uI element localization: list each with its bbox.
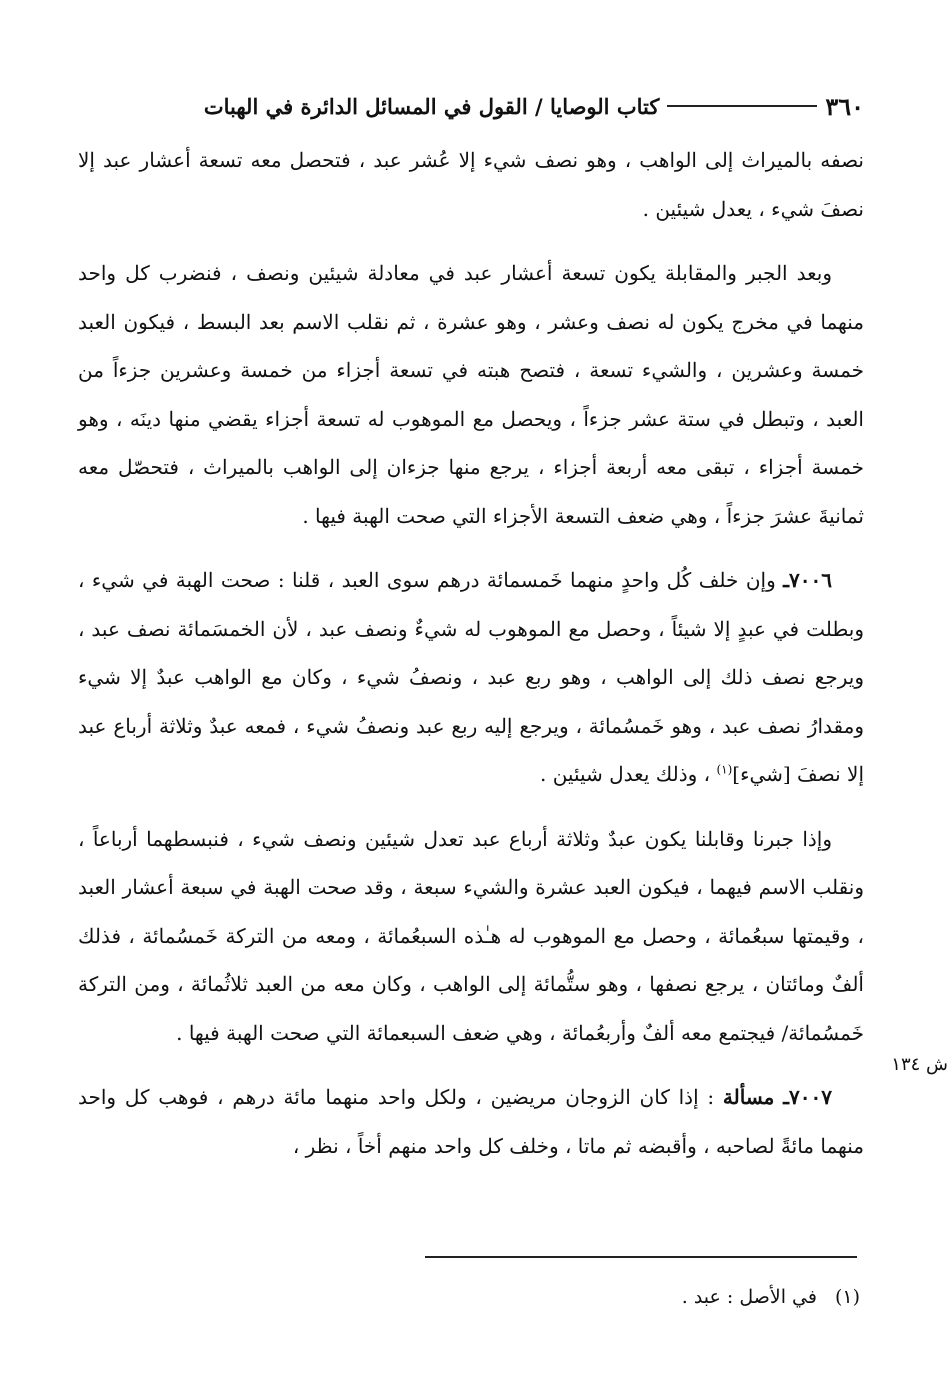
footnote-text: في الأصل : عبد . xyxy=(681,1286,817,1308)
paragraph-numbered xyxy=(78,556,864,799)
page-number: ٣٦٠ xyxy=(825,91,864,121)
page-header xyxy=(84,86,864,126)
paragraph xyxy=(78,136,864,233)
paragraph-text: وبعد الجبر والمقابلة يكون تسعة أعشار عبد في معادلة شيئين ونصف ، فنضرب كل واحد منهما في مخرج يكون له نصف وعشر ، وهو عشرة ، ثم نقلب الاسم بعد البسط ، فيكون العبد خمسة وعشرين ، والشيء تسعة ، فتصح هبته في تسعة أجزاء من خمسة وعشرين جزءاً من العبد ، وتبطل في ستة عشر جزءاً ، ويحصل مع الموهوب له تسعة أجزاء يقضي منها دينَه ، وهو خمسة أجزاء ، تبقى معه أربعة أجزاء ، يرجع منها جزءان إلى الواهب بالميراث ، فتحصّل معه ثمانيةَ عشرَ جزءاً ، وهي ضعف التسعة الأجزاء التي صحت الهبة فيها . xyxy=(78,261,865,528)
header-rule xyxy=(667,105,817,107)
running-title: كتاب الوصايا / القول في المسائل الدائرة في الهبات xyxy=(203,93,660,119)
footnote-reference[interactable]: (١) xyxy=(716,762,733,777)
main-text xyxy=(78,136,864,1186)
paragraph-number: ٧٠٠٦ـ xyxy=(783,568,832,592)
margin-manuscript-ref: ش ١٣٤ xyxy=(891,1054,948,1075)
footnote-number: (١) xyxy=(834,1286,860,1308)
paragraph-text-continued: ، وذلك يعدل شيئين . xyxy=(539,762,717,786)
paragraph-numbered xyxy=(78,1073,864,1170)
footnote-divider xyxy=(425,1256,857,1258)
issue-label: مسألة xyxy=(722,1085,775,1109)
paragraph-text: وإذا جبرنا وقابلنا يكون عبدٌ وثلاثة أرباع عبد تعدل شيئين ونصف شيء ، فنبسطهما أرباعاً ، ونقلب الاسم فيهما ، فيكون العبد عشرة والشيء سبعة ، وقد صحت الهبة في سبعة أعشار العبد ، وقيمتها سبعُمائة ، وحصل مع الموهوب له هـٰذه السبعُمائة ، ومعه من التركة خَمسُمائة ، فذلك ألفٌ ومائتان ، يرجع نصفها ، وهو ستُّمائة إلى الواهب ، وكان معه من العبد ثلاثُمائة ، ومن التركة خَمسُمائة/ فيجتمع معه ألفٌ وأربعُمائة ، وهي ضعف السبعمائة التي صحت الهبة فيها . xyxy=(78,826,864,1045)
paragraph-text: : إذا كان الزوجان مريضين ، ولكل واحد منهما مائة درهم ، فوهب كل واحد منهما مائةً لصاحبه ، وأقبضه ثم ماتا ، وخلف كل واحد منهم أخاً ، نظر ، xyxy=(78,1085,864,1158)
paragraph-number: ٧٠٠٧ـ xyxy=(783,1085,832,1109)
paragraph xyxy=(78,815,864,1058)
footnote xyxy=(560,1286,860,1308)
paragraph-text: نصفه بالميراث إلى الواهب ، وهو نصف شيء إلا عُشر عبد ، فتحصل معه تسعة أعشار عبد إلا نصفَ شيء ، يعدل شيئين . xyxy=(78,148,864,221)
paragraph-text: وإن خلف كُل واحدٍ منهما خَمسمائة درهم سوى العبد ، قلنا : صحت الهبة في شيء ، وبطلت في عبدٍ إلا شيئاً ، وحصل مع الموهوب له شيءٌ ونصف عبد ، لأن الخمسَمائة نصف عبد ، ويرجع نصف ذلك إلى الواهب ، وهو ربع عبد ، ونصفُ شيء ، وكان مع الواهب عبدٌ إلا شيء ومقدارُ نصف عبد ، وهو خَمسُمائة ، ويرجع إليه ربع عبد ونصفُ شيء ، فمعه عبدٌ وثلاثة أرباع عبد إلا نصفَ [شيء] xyxy=(78,568,864,786)
paragraph xyxy=(78,249,864,540)
